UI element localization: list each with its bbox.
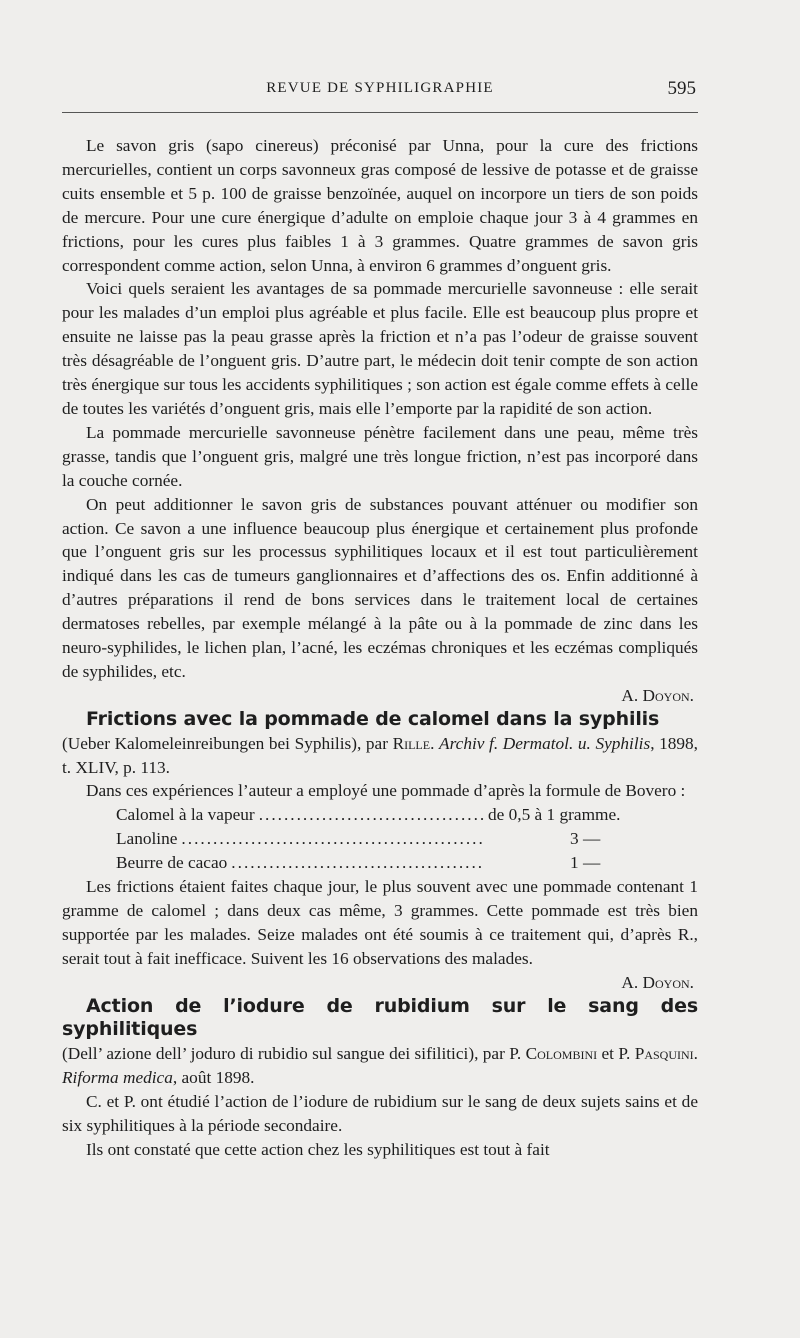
citation-journal: Riforma medica — [62, 1068, 173, 1088]
running-header — [62, 78, 698, 104]
formula-row — [62, 851, 698, 875]
paragraph-etude-sang: C. et P. ont étudié l’action de l’iodure de rubidium sur le sang de deux sujets sains et de six syphilitiques à la période secondaire. — [62, 1092, 698, 1136]
formula-ingredient: Calomel à la vapeur — [116, 805, 255, 825]
citation-journal: Archiv f. Dermatol. u. Syphilis — [439, 733, 651, 753]
citation-details: , août 1898. — [172, 1068, 255, 1088]
header-rule — [62, 112, 698, 113]
signature-doyon-1: A. Doyon. — [621, 685, 694, 705]
page-number: 595 — [667, 78, 696, 99]
running-title: REVUE DE SYPHILIGRAPHIE — [266, 80, 494, 96]
heading-iodure-rubidium: Action de l’iodure de rubidium sur le sang des syphilitiques — [62, 994, 698, 1041]
paragraph-constat: Ils ont constaté que cette action chez les syphilitiques est tout à fait — [86, 1140, 550, 1160]
citation-colombini — [62, 1042, 698, 1090]
citation-conjunction: et P. — [597, 1044, 635, 1064]
formula-bovero — [62, 803, 698, 875]
citation-title: (Ueber Kalomeleinreibungen bei Syphilis), par — [62, 733, 393, 753]
formula-row — [62, 827, 698, 851]
formula-row — [62, 803, 698, 827]
leader-dots — [259, 803, 484, 827]
signature-doyon-2: A. Doyon. — [621, 972, 694, 992]
paragraph-frictions-resultats: Les frictions étaient faites chaque jour, le plus souvent avec une pommade contenant 1 gramme de calomel ; dans deux cas même, 3 grammes. Cette pommade est très bien supportée par les malades. Seize malades ont été soumis à ce traitement qui, d’après R., serait tout à fait inefficace. Suivent les 16 observations des malades. — [62, 877, 698, 968]
paragraph-savon-gris: Le savon gris (sapo cinereus) préconisé par Unna, pour la cure des frictions mercurielles, contient un corps savonneux gras composé de lessive de potasse et de graisse cuits ensemble et 5 p. 100 de graisse benzoïnée, auquel on incorpore un tiers de son poids de mercure. Pour une cure énergique d’adulte on emploie chaque jour 3 à 4 grammes en frictions, pour les cures plus faibles 1 à 3 grammes. Quatre grammes de savon gris correspondent comme action, selon Unna, à environ 6 grammes d’onguent gris. — [62, 136, 698, 275]
paragraph-penetration: La pommade mercurielle savonneuse pénètre facilement dans une peau, même très grasse, tandis que l’onguent gris, malgré une très longue friction, n’est pas incorporé dans la couche cornée. — [62, 422, 698, 490]
paragraph-additions: On peut additionner le savon gris de substances pouvant atténuer ou modifier son action. Ce savon a une influence beaucoup plus énergique et certainement plus profonde que l’onguent gris sur les processus syphilitiques locaux et il est tout particulièrement indiqué dans les cas de tumeurs ganglionnaires et d’affections des os. Enfin additionné à d’autres préparations il rend de bons services dans le traitement local de certaines dermatoses rebelles, par exemple mélangé à la pâte ou à la pommade de zinc dans les neuro-syphilides, le lichen plan, l’acné, les eczémas chroniques et les eczémas compliqués de syphilides, etc. — [62, 494, 698, 681]
paragraph-experiences: Dans ces expériences l’auteur a employé une pommade d’après la formule de Bovero : — [86, 781, 686, 801]
citation-author: Colombini — [525, 1044, 598, 1064]
paragraph-avantages: Voici quels seraient les avantages de sa pommade mercurielle savonneuse : elle serait pour les malades d’un emploi plus agréable et plus facile. Elle est beaucoup plus propre et ensuite ne laisse pas la peau grasse après la friction et n’a pas l’odeur de graisse souvent très désagréable de l’onguent gris. D’autre part, le médecin doit tenir compte de son action très énergique sur tous les accidents syphilitiques ; son action est égale comme effets à celle de toutes les variétés d’onguent gris, mais elle l’emporte par la rapidité de son action. — [62, 279, 698, 418]
formula-quantity: 1 — — [570, 853, 601, 873]
formula-quantity: de 0,5 à 1 gramme. — [488, 805, 621, 825]
formula-ingredient: Lanoline — [116, 829, 178, 849]
leader-dots — [231, 851, 484, 875]
article-body — [62, 134, 698, 1162]
citation-details: , 1898, t. XLIV, p. 113. — [62, 733, 698, 777]
citation-author: Rille. — [392, 733, 435, 753]
citation-title: (Dell’ azione dell’ joduro di rubidio sul sangue dei sifilitici), par P. — [62, 1044, 526, 1064]
formula-ingredient: Beurre de cacao — [116, 853, 228, 873]
citation-author: Pasquini. — [634, 1044, 698, 1064]
formula-quantity: 3 — — [570, 829, 601, 849]
leader-dots — [181, 827, 484, 851]
citation-rille — [62, 732, 698, 780]
heading-frictions-calomel: Frictions avec la pommade de calomel dans la syphilis — [86, 707, 660, 730]
